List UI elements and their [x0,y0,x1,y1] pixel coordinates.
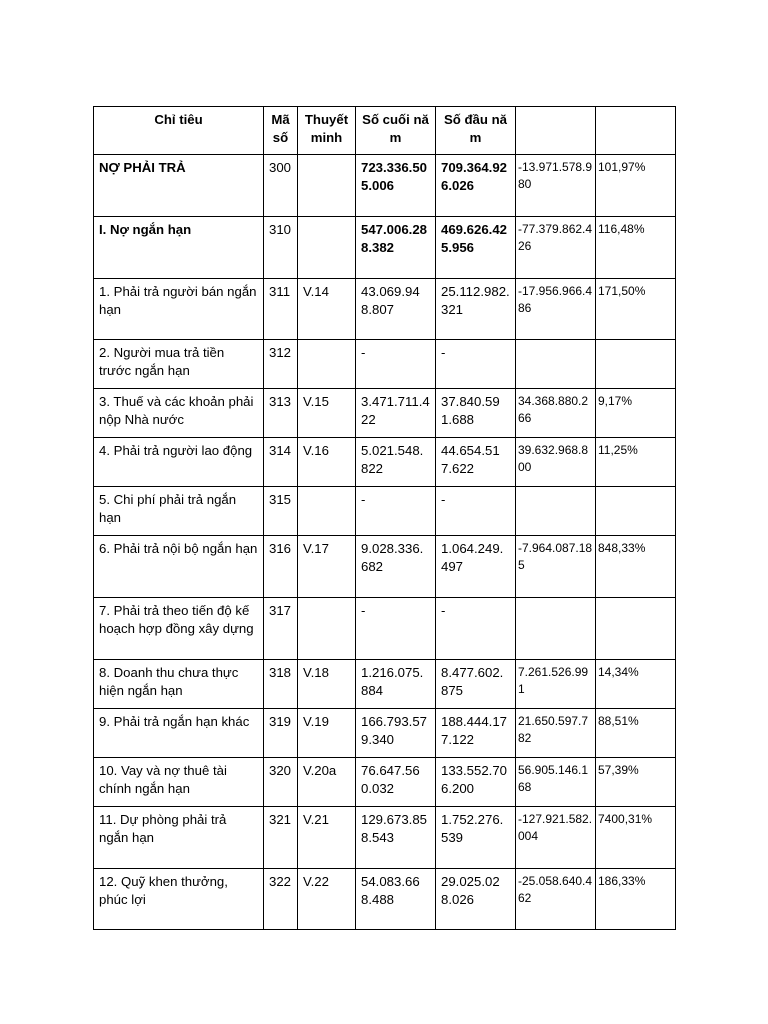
row-beginning-of-year: 8.477.602.875 [436,660,516,709]
row-note: V.15 [298,389,356,438]
row-note [298,340,356,389]
row-beginning-of-year: 25.112.982.321 [436,279,516,340]
row-end-of-year: - [356,487,436,536]
row-beginning-of-year: 133.552.706.200 [436,758,516,807]
row-indicator: 7. Phải trả theo tiến độ kế hoạch hợp đồng xây dựng [94,598,264,660]
row-indicator: 10. Vay và nợ thuê tài chính ngắn hạn [94,758,264,807]
row-end-of-year: 166.793.579.340 [356,709,436,758]
row-beginning-of-year: 469.626.425.956 [436,217,516,279]
row-indicator: 6. Phải trả nội bộ ngắn hạn [94,536,264,598]
row-indicator: I. Nợ ngắn hạn [94,217,264,279]
row-note [298,598,356,660]
table-row [94,807,676,869]
row-difference: 21.650.597.782 [516,709,596,758]
row-code: 321 [264,807,298,869]
row-difference: -13.971.578.980 [516,155,596,217]
row-beginning-of-year: 1.752.276.539 [436,807,516,869]
row-note: V.14 [298,279,356,340]
row-difference: -7.964.087.185 [516,536,596,598]
row-end-of-year: 9.028.336.682 [356,536,436,598]
row-percent: 7400,31% [596,807,676,869]
row-code: 315 [264,487,298,536]
row-end-of-year: 723.336.505.006 [356,155,436,217]
row-percent: 9,17% [596,389,676,438]
row-indicator: NỢ PHẢI TRẢ [94,155,264,217]
row-beginning-of-year: 44.654.517.622 [436,438,516,487]
row-beginning-of-year: - [436,487,516,536]
row-percent: 14,34% [596,660,676,709]
row-percent: 101,97% [596,155,676,217]
row-beginning-of-year: 1.064.249.497 [436,536,516,598]
row-end-of-year: - [356,598,436,660]
row-code: 317 [264,598,298,660]
row-percent: 116,48% [596,217,676,279]
row-percent [596,598,676,660]
table-row [94,155,676,217]
table-body [94,155,676,930]
row-indicator: 11. Dự phòng phải trả ngắn hạn [94,807,264,869]
row-percent: 186,33% [596,869,676,930]
row-indicator: 2. Người mua trả tiền trước ngắn hạn [94,340,264,389]
row-beginning-of-year: - [436,598,516,660]
row-code: 313 [264,389,298,438]
row-note [298,155,356,217]
header-note: Thuyết minh [298,107,356,155]
table-row [94,487,676,536]
table-header-row [94,107,676,155]
row-difference: 34.368.880.266 [516,389,596,438]
row-note: V.21 [298,807,356,869]
row-note: V.17 [298,536,356,598]
row-difference [516,598,596,660]
row-end-of-year: 76.647.560.032 [356,758,436,807]
row-note: V.18 [298,660,356,709]
row-end-of-year: 3.471.711.422 [356,389,436,438]
row-end-of-year: 1.216.075.884 [356,660,436,709]
header-end-of-year: Số cuối năm [356,107,436,155]
table-row [94,758,676,807]
row-indicator: 4. Phải trả người lao động [94,438,264,487]
row-end-of-year: 547.006.288.382 [356,217,436,279]
liabilities-table [93,106,676,930]
row-percent [596,340,676,389]
row-code: 310 [264,217,298,279]
row-note: V.16 [298,438,356,487]
row-difference: 56.905.146.168 [516,758,596,807]
row-percent: 171,50% [596,279,676,340]
row-end-of-year: 43.069.948.807 [356,279,436,340]
row-note [298,217,356,279]
row-difference: -77.379.862.426 [516,217,596,279]
row-code: 312 [264,340,298,389]
table-row [94,217,676,279]
row-note: V.22 [298,869,356,930]
row-percent: 57,39% [596,758,676,807]
row-note: V.19 [298,709,356,758]
row-beginning-of-year: 29.025.028.026 [436,869,516,930]
row-note: V.20a [298,758,356,807]
table-row [94,709,676,758]
row-note [298,487,356,536]
header-code: Mã số [264,107,298,155]
row-difference: 39.632.968.800 [516,438,596,487]
row-indicator: 12. Quỹ khen thưởng, phúc lợi [94,869,264,930]
table-row [94,660,676,709]
table-row [94,438,676,487]
row-end-of-year: 129.673.858.543 [356,807,436,869]
row-beginning-of-year: 37.840.591.688 [436,389,516,438]
row-code: 311 [264,279,298,340]
row-code: 319 [264,709,298,758]
row-percent: 848,33% [596,536,676,598]
table-row [94,389,676,438]
row-beginning-of-year: 188.444.177.122 [436,709,516,758]
row-code: 314 [264,438,298,487]
row-difference [516,340,596,389]
row-indicator: 8. Doanh thu chưa thực hiện ngắn hạn [94,660,264,709]
row-code: 316 [264,536,298,598]
table-row [94,279,676,340]
row-percent: 88,51% [596,709,676,758]
row-code: 322 [264,869,298,930]
row-difference: -25.058.640.462 [516,869,596,930]
row-indicator: 5. Chi phí phải trả ngắn hạn [94,487,264,536]
row-beginning-of-year: - [436,340,516,389]
row-end-of-year: 5.021.548.822 [356,438,436,487]
row-beginning-of-year: 709.364.926.026 [436,155,516,217]
row-end-of-year: - [356,340,436,389]
table-row [94,598,676,660]
row-difference: -127.921.582.004 [516,807,596,869]
table-row [94,869,676,930]
table-row [94,340,676,389]
header-percent [596,107,676,155]
row-difference [516,487,596,536]
balance-sheet-page [93,106,676,930]
row-percent: 11,25% [596,438,676,487]
row-code: 318 [264,660,298,709]
header-beginning-of-year: Số đầu năm [436,107,516,155]
table-row [94,536,676,598]
row-difference: 7.261.526.991 [516,660,596,709]
row-code: 320 [264,758,298,807]
row-difference: -17.956.966.486 [516,279,596,340]
header-indicator: Chỉ tiêu [94,107,264,155]
row-indicator: 1. Phải trả người bán ngắn hạn [94,279,264,340]
header-difference [516,107,596,155]
row-code: 300 [264,155,298,217]
row-indicator: 9. Phải trả ngắn hạn khác [94,709,264,758]
row-end-of-year: 54.083.668.488 [356,869,436,930]
row-percent [596,487,676,536]
row-indicator: 3. Thuế và các khoản phải nộp Nhà nước [94,389,264,438]
